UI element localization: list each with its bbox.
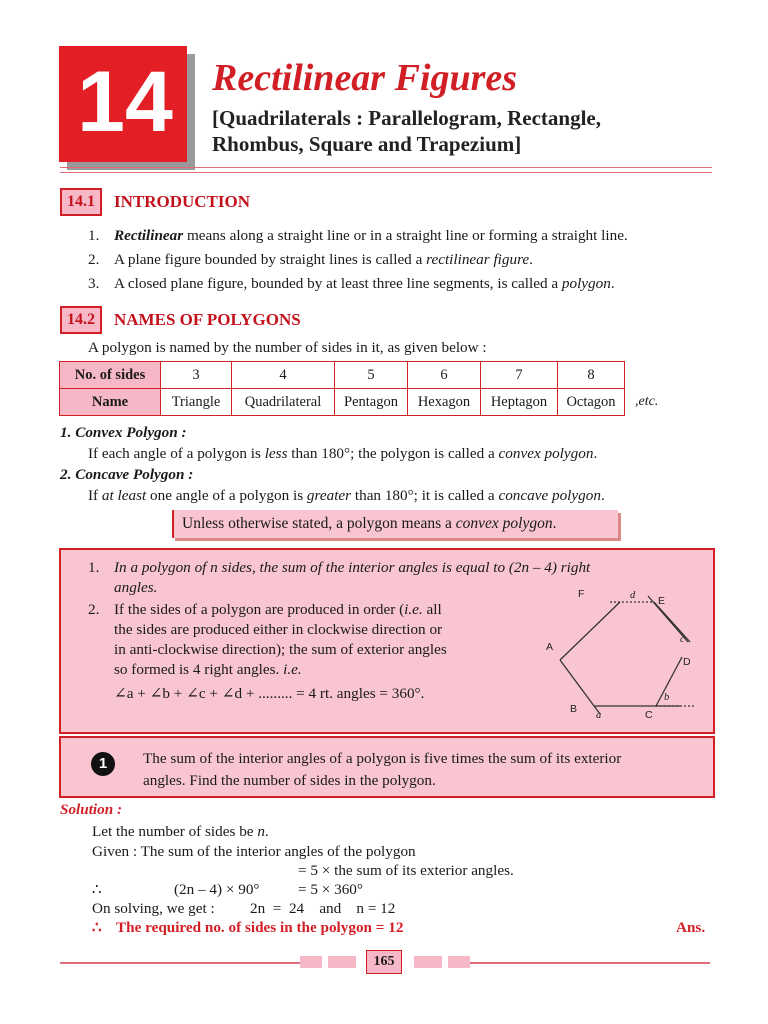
vertex-label-F: F <box>578 588 585 600</box>
footer-rule-right <box>470 962 710 964</box>
vertex-label-B: B <box>570 703 578 715</box>
rule-interior-angles: 1. In a polygon of n sides, the sum of the interior angles is equal to (2n – 4) right angles. <box>88 559 591 596</box>
convex-polygon-notice: Unless otherwise stated, a polygon means a convex polygon. <box>172 510 618 538</box>
chapter-subtitle-line1: [Quadrilaterals : Parallelogram, Rectangle, <box>212 106 601 130</box>
example-number-badge: 1 <box>91 752 115 776</box>
vertex-label-E: E <box>658 595 666 607</box>
table-header-name: Name <box>60 389 161 416</box>
table-etc: ,etc. <box>635 394 659 409</box>
table-cell: Pentagon <box>335 389 408 416</box>
section-heading-names-of-polygons <box>60 306 301 334</box>
solution-heading: Solution : <box>60 801 123 818</box>
page-number: 165 <box>366 950 402 974</box>
solution-line-3: = 5 × the sum of its exterior angles. <box>298 862 514 879</box>
table-cell: Triangle <box>161 389 232 416</box>
solution-line-5a: On solving, we get : <box>92 900 215 917</box>
example-question: The sum of the interior angles of a polygon is five times the sum of its exterior angles. Find the number of sides in the polygon. <box>143 750 622 789</box>
solution-line-5b: 2n = 24 and n = 12 <box>250 900 396 917</box>
rule-exterior-angles: 2. If the sides of a polygon are produced in order (i.e. all the sides are produced either in clockwise direction or in anti-clockwise direction); the sum of exterior angles so formed is 4 right angles. i.e. ∠a + ∠b + ∠c + ∠d + ......... = 4 rt. angles = 360°. <box>88 600 508 704</box>
solution-equation-left: (2n – 4) × 90° <box>174 881 260 898</box>
table-row <box>60 389 625 416</box>
table-cell: 6 <box>408 362 481 389</box>
header-divider <box>60 167 712 173</box>
concave-heading: 2. Concave Polygon : <box>60 466 194 483</box>
convex-heading: 1. Convex Polygon : <box>60 424 187 441</box>
exterior-angle-sum-formula: ∠a + ∠b + ∠c + ∠d + ......... = 4 rt. angles = 360°. <box>114 685 425 702</box>
polygon-names-table <box>59 361 625 416</box>
table-header-sides: No. of sides <box>60 362 161 389</box>
convex-definition: If each angle of a polygon is less than 180°; the polygon is called a convex polygon. <box>88 445 598 462</box>
concave-definition: If at least one angle of a polygon is greater than 180°; it is called a concave polygon. <box>88 487 605 504</box>
polygon-table-wrap <box>59 361 658 416</box>
angle-label-b: b <box>664 692 670 703</box>
solution-final-answer: The required no. of sides in the polygon = 12 <box>116 919 404 936</box>
hexagon-exterior-angles-figure <box>530 582 710 727</box>
footer-deco <box>328 956 356 968</box>
table-cell: Quadrilateral <box>232 389 335 416</box>
list-item: 1. Rectilinear means along a straight line or in a straight line or forming a straight line. <box>88 227 628 244</box>
footer-deco <box>414 956 442 968</box>
section-title: INTRODUCTION <box>114 192 251 211</box>
footer-rule-left <box>60 962 300 964</box>
chapter-subtitle-line2: Rhombus, Square and Trapezium] <box>212 132 522 156</box>
table-cell: 5 <box>335 362 408 389</box>
vertex-label-A: A <box>546 641 554 653</box>
footer-deco <box>300 956 322 968</box>
list-item: 2. A plane figure bounded by straight lines is called a rectilinear figure. <box>88 251 533 268</box>
table-cell: 4 <box>232 362 335 389</box>
polygon-intro: A polygon is named by the number of sides in it, as given below : <box>88 339 487 356</box>
solution-line-1: Let the number of sides be n. <box>92 823 269 840</box>
solution-therefore-1: ∴ <box>92 881 102 898</box>
table-cell: Heptagon <box>481 389 558 416</box>
table-cell: Hexagon <box>408 389 481 416</box>
side-AF <box>560 602 620 660</box>
solution-therefore-2: ∴ <box>92 919 102 936</box>
section-title: NAMES OF POLYGONS <box>114 310 301 329</box>
angle-label-d: d <box>630 590 636 601</box>
chapter-subtitle <box>212 105 672 157</box>
chapter-title: Rectilinear Figures <box>212 57 518 99</box>
table-cell: 3 <box>161 362 232 389</box>
table-cell: 7 <box>481 362 558 389</box>
section-number-tag: 14.2 <box>60 306 102 334</box>
vertex-label-D: D <box>683 656 691 668</box>
table-cell: 8 <box>558 362 625 389</box>
table-row <box>60 362 625 389</box>
list-item: 3. A closed plane figure, bounded by at least three line segments, is called a polygon. <box>88 275 615 292</box>
solution-line-2: Given : The sum of the interior angles of the polygon <box>92 843 416 860</box>
table-cell: Octagon <box>558 389 625 416</box>
vertex-label-C: C <box>645 709 653 721</box>
chapter-number: 14 <box>77 54 173 150</box>
footer-deco <box>448 956 470 968</box>
angle-label-a: a <box>596 710 602 721</box>
section-heading-introduction <box>60 188 250 216</box>
answer-label: Ans. <box>676 919 706 936</box>
introduction-list <box>88 226 718 294</box>
solution-equation-right: = 5 × 360° <box>298 881 363 898</box>
angle-label-c: c <box>680 634 685 645</box>
section-number-tag: 14.1 <box>60 188 102 216</box>
